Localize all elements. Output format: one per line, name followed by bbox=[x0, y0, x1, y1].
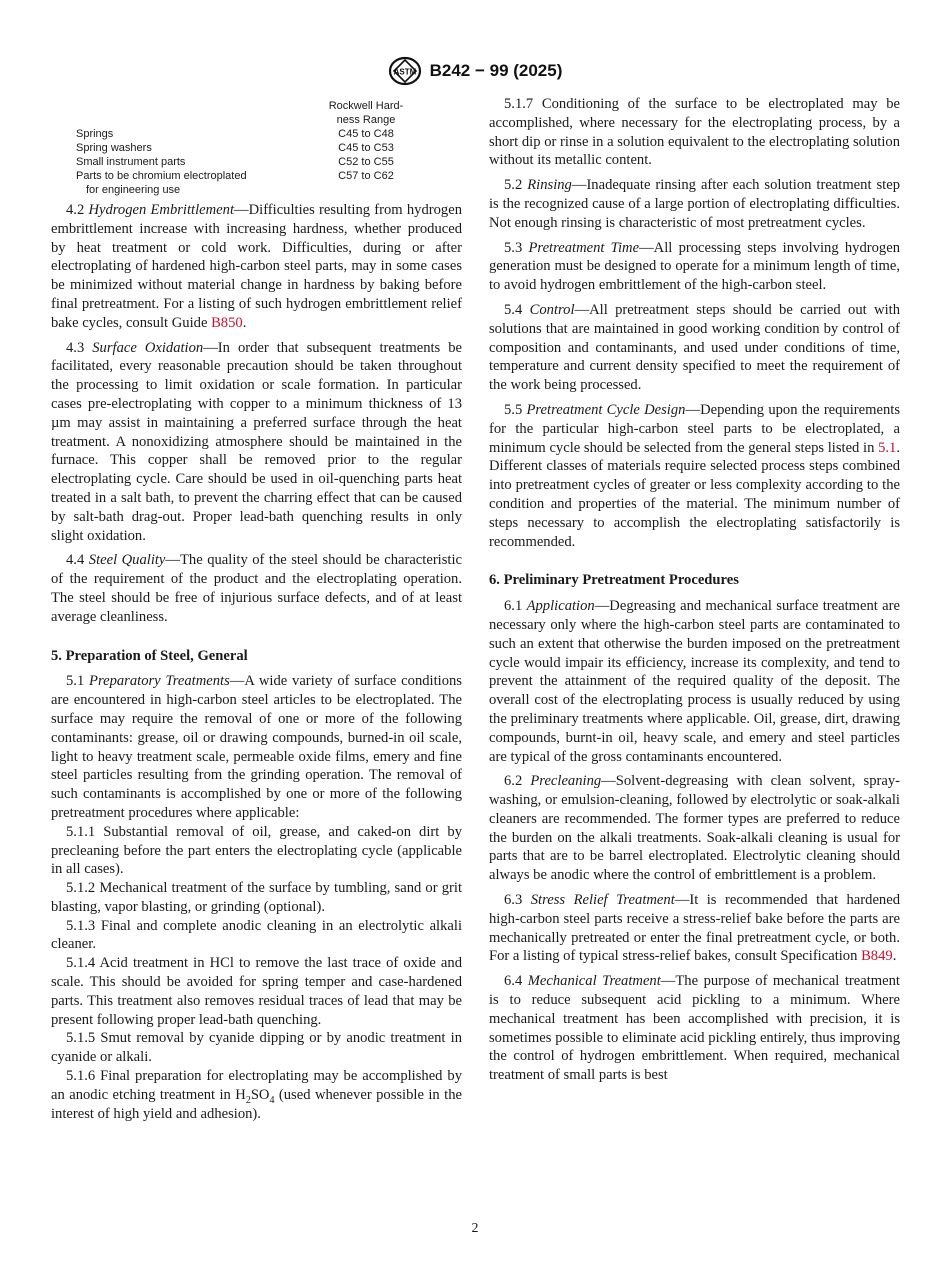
table-row: Springs C45 to C48 bbox=[76, 128, 394, 140]
right-column bbox=[489, 95, 900, 1091]
table-row: Parts to be chromium electroplated for engineering use C57 to C62 bbox=[76, 170, 394, 196]
section-heading-6: 6. Preliminary Pretreatment Procedures bbox=[489, 572, 739, 589]
paragraph-5-1-5: 5.1.5 Smut removal by cyanide dipping or by anodic treatment in cyanide or alkali. bbox=[51, 1030, 462, 1066]
paragraph-5-1: 5.1 Preparatory Treatments—A wide variety of surface conditions are encountered in high-carbon steel articles to be electroplated. The surface may require the removal of one or more of the following contaminants: grease, oil or drawing compounds, burned-in oil scale, light to heavy treatment scale, permeable oxide films, emery and fine steel particles resulting from the grinding operation. The removal of such contaminants is accomplished by one or more of the following pretreatment procedures where applicable: bbox=[51, 673, 462, 821]
page-number: 2 bbox=[471, 1221, 479, 1236]
table-row: Small instrument parts C52 to C55 bbox=[76, 156, 394, 168]
paragraph-5-1-7: 5.1.7 Conditioning of the surface to be electroplated may be accomplished, where necessary for the electroplating process, by a short dip or rinse in a solution equivalent to the electroplating solution without its metallic content. bbox=[489, 96, 900, 169]
paragraph-5-3: 5.3 Pretreatment Time—All processing steps involving hydrogen generation must be designed to operate for a minimum length of time, to avoid hydrogen embrittlement of the high-carbon steel. bbox=[489, 239, 900, 294]
section-heading-5: 5. Preparation of Steel, General bbox=[51, 647, 248, 664]
page-header bbox=[0, 56, 950, 86]
paragraph-4-2: 4.2 Hydrogen Embrittlement—Difficulties resulting from hydrogen embrittlement increase with increasing hardness, whether produced by heat treatment or cold work. Difficulties, during or after electroplating of hardened high-carbon steel parts, may in some cases be minimized without material change in hardness by baking before final pretreatment. For a listing of such hydrogen embrittlement relief bake cycles, consult Guide B850. bbox=[51, 202, 462, 331]
paragraph-6-3: 6.3 Stress Relief Treatment—It is recommended that hardened high-carbon steel parts receive a stress-relief bake before the parts are mechanically pretreated or enter the final pretreatment cycle, or both. For a listing of typical stress-relief bakes, consult Specification B849. bbox=[489, 892, 900, 965]
table-header: Rockwell Hard- ness Range bbox=[328, 100, 404, 126]
paragraph-4-4: 4.4 Steel Quality—The quality of the steel should be characteristic of the requirement of the product and the electroplating operation. The steel should be free of injurious surface defects, and of at least average cleanliness. bbox=[51, 552, 462, 625]
paragraph-5-5: 5.5 Pretreatment Cycle Design—Depending upon the requirements for the particular high-carbon steel parts to be electroplated, a minimum cycle should be selected from the general steps listed in 5.1. Different classes of materials require selected process steps combined into pretreatment cycles of greater or less complexity according to the condition and properties of the material. The minimum number of steps necessary to accomplish the electroplating satisfactorily is recommended. bbox=[489, 401, 901, 550]
paragraph-5-1-4: 5.1.4 Acid treatment in HCl to remove the last trace of oxide and scale. This should be avoided for spring temper and case-hardened parts. This treatment also removes residual traces of lead that may be present following proper lead-bath quenching. bbox=[51, 955, 462, 1028]
astm-logo-icon bbox=[388, 56, 422, 86]
paragraph-4-3: 4.3 Surface Oxidation—In order that subsequent treatments be facilitated, every reasonable precaution should be taken throughout the processing to limit oxidation or scale formation. In particular cases pre-electroplating with copper to a minimum thickness of 13 µm may assist in maintaining a preferred surface through the heat treatment. A nonoxidizing atmosphere should be maintained in the furnace. This copper shall be removed prior to the regular electroplating cycle. Care should be used in oil-quenching parts heat treated in a salt bath, to prevent the charring effect that can be caused by salt-bath drag-out. Proper lead-bath quenching results in only slight oxidation. bbox=[51, 339, 462, 544]
ref-link[interactable]: B849 bbox=[861, 948, 893, 965]
paragraph-5-1-1: 5.1.1 Substantial removal of oil, grease, and caked-on dirt by precleaning before the part enters the electroplating cycle (applicable in all cases). bbox=[51, 823, 462, 878]
left-column bbox=[51, 95, 462, 1123]
table-row: Spring washers C45 to C53 bbox=[76, 142, 394, 154]
paragraph-6-4: 6.4 Mechanical Treatment—The purpose of mechanical treatment is to reduce subsequent acid pickling to a minimum. Where mechanical treatment has been accomplished with precision, it is sometimes possible to eliminate acid pickling entirely, thus improving the control of hydrogen embrittlement. When required, mechanical treatment of small parts is best bbox=[489, 973, 900, 1084]
paragraph-5-1-6: 5.1.6 Final preparation for electroplating may be accomplished by an anodic etching treatment in $H_2SO_4$ (used whenever possible in the interest of high yield and adhesion). bbox=[51, 1068, 462, 1122]
document-id: B242 − 99 (2025) bbox=[429, 61, 563, 80]
ref-link[interactable]: 5.1 bbox=[878, 439, 897, 456]
svg-text:ASTM: ASTM bbox=[393, 67, 416, 77]
ref-link[interactable]: B850 bbox=[211, 314, 243, 331]
paragraph-5-1-2: 5.1.2 Mechanical treatment of the surface by tumbling, sand or grit blasting, vapor blasting, or grinding (optional). bbox=[51, 880, 462, 915]
paragraph-5-2: 5.2 Rinsing—Inadequate rinsing after each solution treatment step is the recognized cause of a large portion of electroplating difficulties. Not enough rinsing is characteristic of most pretreatment cycles. bbox=[489, 177, 901, 231]
paragraph-5-1-3: 5.1.3 Final and complete anodic cleaning in an electrolytic alkali cleaner. bbox=[51, 917, 462, 953]
paragraph-5-4: 5.4 Control—All pretreatment steps should be carried out with solutions that are maintained in good working condition by control of composition and contaminants, and used under conditions of time, temperature and current density specified to meet the requirement of the work being processed. bbox=[489, 301, 901, 394]
hardness-table bbox=[76, 99, 406, 197]
paragraph-6-1: 6.1 Application—Degreasing and mechanical surface treatment are necessary only where the high-carbon steel parts are contaminated to such an extent that otherwise the burden imposed on the pretreatment cycle would impair its efficiency, increase its complexity, and tend to prevent the attainment of the required quality of the deposit. The overall cost of the electroplating process is usually reduced by using the preliminary treatments where applicable. Oil, grease, dirt, drawing compounds, burnt-in oil, heavy scale, and emery and steel particles are typical of the gross contaminants encountered. bbox=[489, 598, 900, 765]
paragraph-6-2: 6.2 Precleaning—Solvent-degreasing with clean solvent, spray-washing, or emulsion-cleaning, followed by electrolytic or soak-alkali cleaners are recommended. The former types are preferred to reduce the burden on the alkali treatments. Soak-alkali cleaning is usual for parts that are to be barrel electroplated. Electrolytic cleaning should always be anodic where the control of embrittlement is a problem. bbox=[489, 773, 900, 884]
